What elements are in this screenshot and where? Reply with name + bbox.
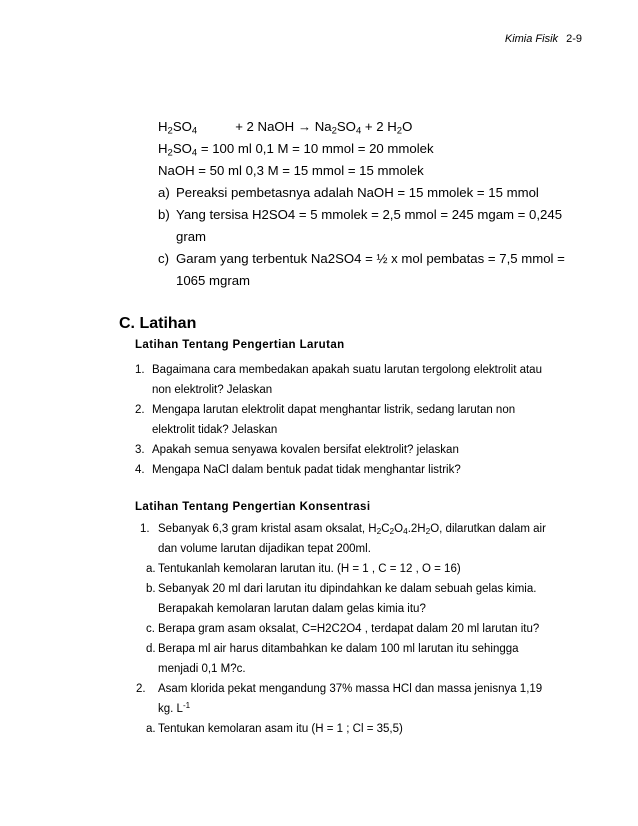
- answer-b-mark: b): [158, 207, 170, 222]
- konsentrasi-e: Tentukan kemolaran asam itu (H = 1 ; Cl = 35,5): [158, 723, 403, 735]
- larutan-q2-num: 2.: [135, 404, 145, 416]
- answer-c-line1: Garam yang terbentuk Na2SO4 = ½ x mol pembatas = 7,5 mmol =: [176, 251, 565, 266]
- konsentrasi-q2-num: 2.: [136, 683, 146, 695]
- konsentrasi-b-line2: Berapakah kemolaran larutan dalam gelas kimia itu?: [158, 603, 426, 615]
- larutan-q2-line2: elektrolit tidak? Jelaskan: [152, 424, 278, 436]
- larutan-q1-line1: Bagaimana cara membedakan apakah suatu larutan tergolong elektrolit atau: [152, 364, 542, 376]
- konsentrasi-c: Berapa gram asam oksalat, C=H2C2O4 , terdapat dalam 20 ml larutan itu?: [158, 623, 540, 635]
- larutan-q3: Apakah semua senyawa kovalen bersifat elektrolit? jelaskan: [152, 444, 459, 456]
- konsentrasi-a-mark: a.: [146, 563, 156, 575]
- konsentrasi-q2-line2: kg. $L^{-1}$: [158, 700, 191, 715]
- konsentrasi-q1-line1: Sebanyak 6,3 gram kristal asam oksalat, $H_2C_2O_4.2H_2O$, dilarutkan dalam air: [158, 523, 546, 537]
- konsentrasi-q1-line2: dan volume larutan dijadikan tepat 200ml.: [158, 543, 371, 555]
- konsentrasi-e-mark: a.: [146, 723, 156, 735]
- larutan-q3-num: 3.: [135, 444, 145, 456]
- larutan-q4: Mengapa NaCl dalam bentuk padat tidak menghantar listrik?: [152, 464, 461, 476]
- answer-b-line2: gram: [176, 229, 207, 244]
- answer-a-mark: a): [158, 185, 170, 200]
- answer-b-line1: Yang tersisa H2SO4 = 5 mmolek = 2,5 mmol = 245 mgam = 0,245: [176, 207, 563, 222]
- latihan-larutan-heading: Latihan Tentang Pengertian Larutan: [135, 339, 345, 351]
- header-title: Kimia Fisik: [504, 33, 559, 45]
- konsentrasi-d-line2: menjadi 0,1 M?c.: [158, 663, 246, 675]
- konsentrasi-d-line1: Berapa ml air harus ditambahkan ke dalam 100 ml larutan itu sehingga: [158, 643, 519, 655]
- answer-a: Pereaksi pembetasnya adalah NaOH = 15 mmolek = 15 mmol: [176, 185, 539, 200]
- latihan-konsentrasi-heading: Latihan Tentang Pengertian Konsentrasi: [135, 501, 371, 513]
- larutan-q4-num: 4.: [135, 464, 145, 476]
- h2so4-line: $H_2SO_4 = 100$ ml 0,1 M = 10 mmol = 20 mmolek: [158, 141, 434, 159]
- larutan-q2-line1: Mengapa larutan elektrolit dapat menghantar listrik, sedang larutan non: [152, 404, 516, 416]
- konsentrasi-b-mark: b.: [146, 583, 156, 595]
- answer-c-line2: 1065 mgram: [176, 273, 251, 288]
- answer-c-mark: c): [158, 251, 169, 266]
- naoh-line: NaOH = 50 ml 0,3 M = 15 mmol = 15 mmolek: [158, 163, 424, 178]
- konsentrasi-q1-num: 1.: [140, 523, 150, 535]
- konsentrasi-b-line1: Sebanyak 20 ml dari larutan itu dipindahkan ke dalam sebuah gelas kimia.: [158, 583, 537, 595]
- larutan-q1-line2: non elektrolit? Jelaskan: [152, 384, 273, 396]
- page-header: [505, 33, 582, 45]
- konsentrasi-a: Tentukanlah kemolaran larutan itu. (H = 1 , C = 12 , O = 16): [158, 563, 461, 575]
- section-title: C. Latihan: [119, 315, 197, 332]
- reaction-equation: $H_2SO_4 + 2$ NaOH → $Na_2SO_4 + 2$ $H_2O$: [158, 119, 413, 137]
- konsentrasi-c-mark: c.: [146, 623, 155, 635]
- larutan-q1-num: 1.: [135, 364, 145, 376]
- konsentrasi-d-mark: d.: [146, 643, 156, 655]
- page-number: 2-9: [566, 33, 582, 45]
- konsentrasi-q2-line1: Asam klorida pekat mengandung 37% massa HCl dan massa jenisnya 1,19: [158, 683, 543, 695]
